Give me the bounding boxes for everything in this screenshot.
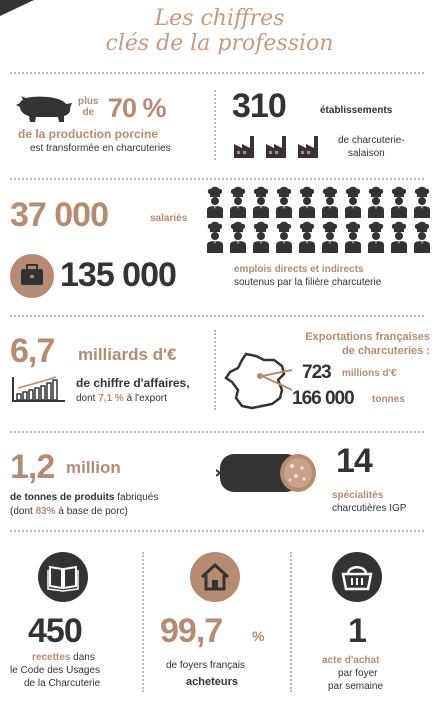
purchases-sublabel-2: par semaine — [328, 681, 384, 692]
chef-figure — [345, 187, 361, 218]
igp-count: 14 — [336, 442, 372, 480]
exports-tonnage-unit: tonnes — [372, 394, 405, 405]
briefcase-icon — [10, 254, 54, 298]
basket-badge — [332, 552, 382, 602]
title-line-1: Les chiffres — [154, 6, 285, 31]
jobs-count: 135 000 — [60, 256, 176, 294]
recipes-sublabel-1: le Code des Usages — [10, 665, 101, 676]
recipes-label: recettes dans — [32, 652, 95, 663]
vertical-divider — [214, 330, 216, 410]
briefcase-badge — [10, 254, 54, 298]
plus-de-label: plus de — [78, 96, 99, 118]
establishments-count: 310 — [232, 87, 286, 125]
production-label: de la production porcine — [18, 127, 159, 141]
igp-label: spécialités — [332, 490, 384, 501]
chef-figure — [230, 187, 246, 218]
households-sublabel: acheteurs — [186, 676, 238, 688]
chef-figure — [253, 187, 269, 218]
chef-figure — [253, 222, 269, 253]
exports-tonnage: 166 000 — [292, 388, 354, 409]
chef-figure — [299, 187, 315, 218]
chef-figure — [391, 222, 407, 253]
sausage-icon — [216, 448, 320, 498]
establishments-sublabel-2: salaison — [348, 148, 385, 159]
factory-icon — [232, 132, 328, 158]
establishments-sublabel-1: de charcuterie- — [338, 135, 405, 146]
divider — [10, 431, 424, 433]
chef-figure — [368, 222, 384, 253]
exports-value-unit: millions d'€ — [342, 368, 397, 379]
bar-chart-icon — [12, 376, 66, 402]
title-line-2: clés de la profession — [105, 31, 334, 56]
jobs-label: emplois directs et indirects — [234, 264, 364, 275]
chef-figure — [207, 187, 223, 218]
exports-title-2: de charcuteries : — [341, 345, 430, 357]
house-badge — [190, 552, 240, 602]
igp-sublabel: charcutières IGP — [332, 503, 407, 514]
recipes-count: 450 — [28, 612, 82, 650]
divider — [10, 530, 424, 532]
revenue-export-line: dont 7,1 % à l'export — [76, 393, 167, 404]
tonnage-unit: million — [66, 458, 121, 477]
vertical-divider — [290, 552, 292, 692]
purchases-label: acte d'achat — [322, 655, 380, 666]
tonnage-label: de tonnes de produits fabriqués — [10, 492, 159, 503]
house-icon — [190, 552, 240, 602]
chef-figure — [345, 222, 361, 253]
households-unit: % — [252, 628, 265, 644]
recipes-sublabel-2: de la Charcuterie — [24, 678, 101, 689]
chef-figure — [276, 187, 292, 218]
exports-value: 723 — [302, 362, 331, 383]
divider — [10, 178, 424, 180]
chef-figure — [207, 222, 223, 253]
tonnage-sublabel: (dont 83% à base de porc) — [10, 506, 128, 517]
vertical-divider — [214, 90, 216, 160]
book-badge — [38, 552, 88, 602]
chef-figure — [414, 222, 430, 253]
book-icon — [38, 552, 88, 602]
revenue-label: de chiffre d'affaires, — [76, 376, 190, 390]
households-label: de foyers français — [166, 660, 245, 671]
revenue-value: 6,7 — [10, 332, 55, 370]
pig-icon — [14, 93, 74, 123]
production-sublabel: est transformée en charcuteries — [30, 143, 171, 154]
jobs-sublabel: soutenus par la filière charcuterie — [234, 277, 382, 288]
chef-figure — [299, 222, 315, 253]
divider — [10, 72, 424, 74]
basket-icon — [332, 552, 382, 602]
employees-label: salariés — [150, 213, 188, 224]
households-value: 99,7 — [160, 612, 223, 650]
chef-figure — [391, 187, 407, 218]
exports-title-1: Exportations françaises — [305, 331, 430, 343]
chef-icon — [205, 186, 435, 256]
production-percent: 70 % — [108, 93, 166, 123]
chef-figure — [276, 222, 292, 253]
establishments-label: établissements — [320, 105, 393, 116]
chef-figure — [368, 187, 384, 218]
purchases-sublabel-1: par foyer — [338, 668, 378, 679]
purchases-count: 1 — [348, 612, 366, 650]
france-map-icon — [222, 352, 294, 412]
vertical-divider — [142, 552, 144, 692]
employees-count: 37 000 — [10, 196, 108, 234]
divider — [10, 315, 424, 317]
chef-figure — [414, 187, 430, 218]
chef-figure — [230, 222, 246, 253]
chef-figure — [322, 187, 338, 218]
chef-figure — [322, 222, 338, 253]
tonnage-value: 1,2 — [10, 448, 55, 486]
revenue-unit: milliards d'€ — [78, 345, 177, 364]
